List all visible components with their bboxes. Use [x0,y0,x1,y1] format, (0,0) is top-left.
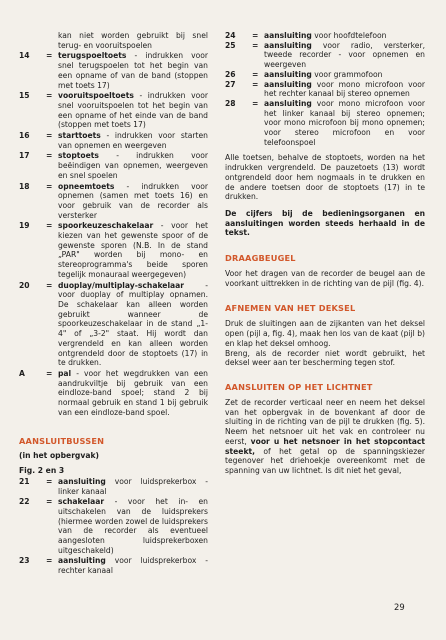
item-text: - voor het kiezen van het gewenste spoor of de gewenste sporen (N.B. In de stand „PAR" worden bij mono- en stereoprogramma's beide sporen tegelijk monauraal weergegeven) [58,221,208,279]
equals-sign: = [46,556,53,566]
subheading-fig: Fig. 2 en 3 [19,466,65,476]
item-term: starttoets [58,131,101,141]
item-text: voor radio, versterker, tweede recorder - voor opnemen en weergeven [264,40,425,70]
item-description [58,182,208,221]
item-term: spoorkeuzeschakelaar [58,221,154,231]
item-text: voor luidsprekerbox - linker kanaal [58,476,208,496]
item-description [264,41,425,70]
list-item [19,221,208,279]
item-term: vooruitspoeltoets [58,91,134,101]
item-text: - voor het wegdrukken van een aandrukviltje bij gebruik van een eindloze-band spoel; stand 2 bij normaal gebruik en stand 1 bij gebruik van een eindloze-band spoel. [58,368,208,417]
paragraph-deksel-2: Breng, als de recorder niet wordt gebruikt, het deksel weer aan ter bescherming tegen stof. [225,348,425,368]
section-heading-lichtnet: AANSLUITEN OP HET LICHTNET [225,381,373,392]
item-number: 21 [19,476,30,486]
item-text: - voor duoplay of multiplay opnamen. De schakelaar kan alleen worden gebruikt wanneer de spoorkeuzeschakelaar in de stand „1-4" of „3-2" staat. Hij wordt dan vergrendeld en kan alleen worden ontgrendeld door de stoptoets (17) in te drukken. [58,280,208,368]
item-description [58,497,208,555]
item-text: - voor het in- en uitschakelen van de luidsprekers (hiermee worden zowel de luidsprekers van de recorder als eventueel aangesloten luidsprekerboxen uitgeschakeld) [58,497,208,555]
equals-sign: = [252,79,259,89]
list-item [225,99,425,148]
item-number: 27 [225,79,236,89]
paragraph-deksel: Druk de sluitingen aan de zijkanten van het deksel open (pijl a, fig. 4), maak hen los van de kaat (pijl b) en klap het deksel omhoog. [225,319,425,348]
item-description [58,477,208,496]
equals-sign: = [46,221,53,231]
item-description [58,51,208,90]
item-term: aansluiting [264,79,312,89]
equals-sign: = [46,151,53,161]
equals-sign: = [252,98,259,108]
item-term: aansluiting [58,556,106,566]
equals-sign: = [252,40,259,50]
equals-sign: = [46,280,53,290]
equals-sign: = [252,31,259,40]
item-description [58,556,208,575]
item-number: 18 [19,181,30,191]
item-number: 26 [225,69,236,79]
equals-sign: = [46,181,53,191]
item-description [58,91,208,130]
item-text: voor luidsprekerbox - rechter kanaal [58,556,208,576]
item-term: aansluiting [264,40,312,50]
item-term: pal [58,368,72,378]
list-item [225,41,425,70]
control-list [19,51,208,417]
item-description [58,131,208,150]
list-item [19,369,208,418]
section-heading-draagbeugel: DRAAGBEUGEL [225,253,296,264]
item-number: 19 [19,221,30,231]
list-item [19,131,208,150]
item-number: 20 [19,280,30,290]
item-text: - indrukken voor snel terugspoelen tot het begin van een opname of van de band (stoppen met toets 17) [58,51,208,90]
item-term: aansluiting [58,476,106,486]
equals-sign: = [46,368,53,378]
item-description [264,80,425,99]
equals-sign: = [46,497,53,507]
item-term: schakelaar [58,497,105,507]
list-item [19,497,208,555]
item-description [58,281,208,368]
lichtnet-text-bold: voor u het netsnoer in het stopcontact steekt, [225,436,425,456]
item-text: voor mono microfoon voor het linker kanaal bij stereo opnemen; voor mono microfoon bij mono opnemen; voor stereo microfoon en voor telefoonspoel [264,98,425,147]
lichtnet-text-1: Zet de recorder verticaal neer en neem het deksel van het opbergvak in de bovenkant af door de sluiting in de richting van de pijl te drukken (fig. 5). Neem het netsnoer uit het vak en controleer nu eerst, [225,397,425,446]
equals-sign: = [46,51,53,61]
item-number: 28 [225,98,236,108]
list-item [19,91,208,130]
item-description [58,151,208,180]
item-number: 22 [19,497,30,507]
item-description [58,221,208,279]
list-item [19,281,208,368]
item-number: 24 [225,31,236,40]
item-text: voor grammofoon [311,69,383,79]
item-text: - indrukken voor opnemen (samen met toets 16) en voor gebruik van de recorder als versterker [58,181,208,220]
item-term: duoplay/multiplay-schakelaar [58,280,185,290]
item-number: 15 [19,91,30,101]
item-number: 17 [19,151,30,161]
item-description [264,31,425,41]
item-text: voor hoofdtelefoon [311,31,387,40]
list-item [19,556,208,575]
item-term: aansluiting [264,69,312,79]
list-item [225,80,425,99]
equals-sign: = [252,69,259,79]
section-heading-deksel: AFNEMEN VAN HET DEKSEL [225,303,356,314]
paragraph-lichtnet [225,398,425,476]
list-item [225,70,425,80]
page-number: 29 [394,602,405,612]
equals-sign: = [46,476,53,486]
right-column [225,31,425,476]
section-heading-aansluitbussen: AANSLUITBUSSEN [19,436,105,447]
item-term: opneemtoets [58,181,115,191]
item-number: 14 [19,51,30,61]
list-item [19,477,208,496]
item-description [264,70,425,80]
item-number: 16 [19,131,30,141]
item-term: stoptoets [58,151,99,161]
equals-sign: = [46,91,53,101]
item-text: - indrukken voor starten van opnemen en weergeven [58,131,208,150]
item-term: aansluiting [264,31,312,40]
intro-text: kan niet worden gebruikt bij snel terug- en vooruitspoelen [58,31,208,50]
item-term: terugspoeltoets [58,51,127,61]
item-number: A [19,368,25,378]
paragraph-toetsen: Alle toetsen, behalve de stoptoets, worden na het indrukken vergrendeld. De pauzetoets (13) wordt ontgrendeld door hem nogmaals in te drukken en de andere toetsen door de stoptoets (17) in te drukken. [225,153,425,202]
left-column [19,31,208,576]
item-text: voor mono microfoon voor het rechter kanaal bij stereo opnemen [264,79,425,99]
subheading-opbergvak: (in het opbergvak) [19,451,99,461]
list-item [19,151,208,180]
item-number: 23 [19,556,30,566]
paragraph-cijfers: De cijfers bij de bedieningsorganen en aansluitingen worden steeds herhaald in de tekst. [225,208,425,238]
list-item [19,51,208,90]
item-description [264,99,425,148]
item-text: - indrukken voor beëindigen van opnemen, weergeven en snel spoelen [58,151,208,180]
equals-sign: = [46,131,53,141]
item-text: - indrukken voor snel vooruitspoelen tot het begin van een opname of het einde van de band (stoppen met toets 17) [58,91,208,130]
list-item [19,182,208,221]
item-number: 25 [225,40,236,50]
lichtnet-text-2: of het getal op de spanningskiezer tegenover het driehoekje overeenkomt met de spanning van uw lichtnet. Is dit niet het geval, [225,446,425,475]
paragraph-draagbeugel: Voor het dragen van de recorder de beugel aan de voorkant uittrekken in de richting van de pijl (fig. 4). [225,269,425,288]
item-term: aansluiting [264,98,312,108]
list-item [225,31,425,41]
item-description [58,369,208,418]
connector-list-continued [225,31,425,147]
connector-list [19,477,208,576]
